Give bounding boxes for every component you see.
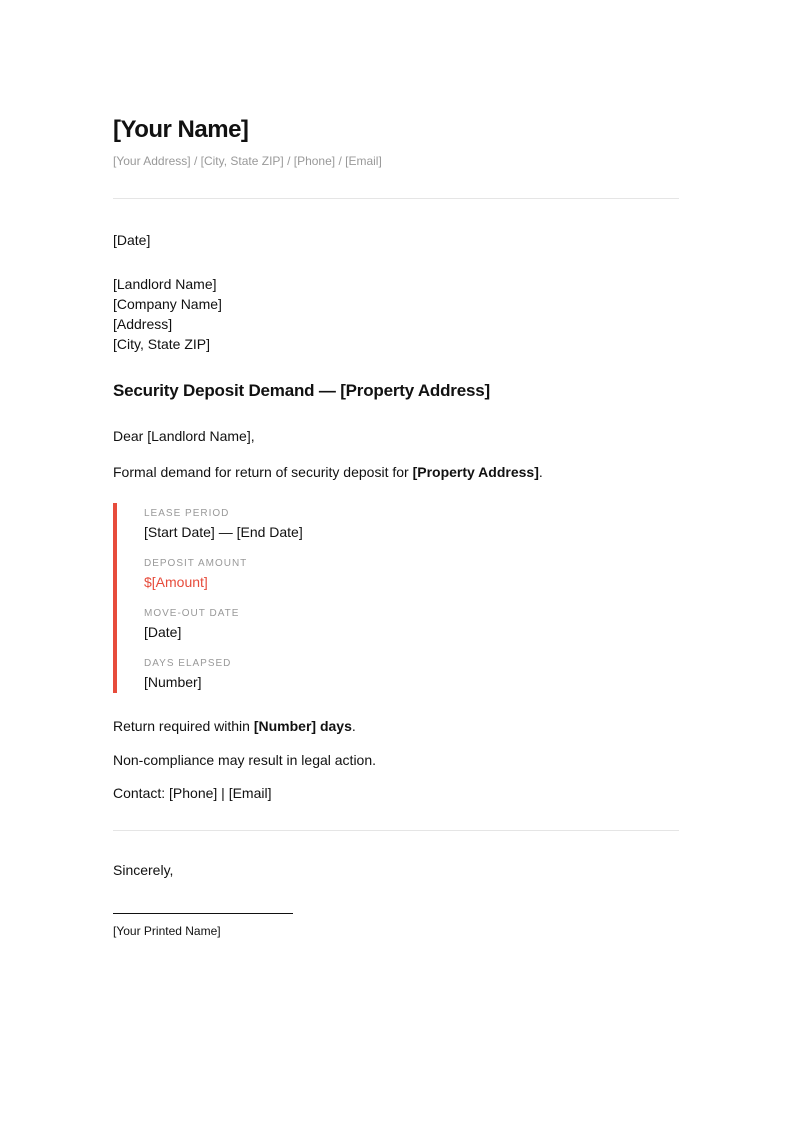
detail-value-move-out-date: [Date] bbox=[144, 624, 182, 640]
signature-line bbox=[113, 913, 293, 914]
detail-label-lease-period: LEASE PERIOD bbox=[144, 508, 230, 519]
date-line: [Date] bbox=[113, 232, 151, 248]
recipient-line-address: [Address] bbox=[113, 316, 173, 332]
detail-group-move-out-date bbox=[144, 608, 679, 639]
detail-label-days-elapsed: DAYS ELAPSED bbox=[144, 658, 232, 669]
detail-label-move-out-date: MOVE-OUT DATE bbox=[144, 608, 240, 619]
detail-label-deposit-amount: DEPOSIT AMOUNT bbox=[144, 558, 248, 569]
warning-paragraph: Non-compliance may result in legal action. bbox=[113, 752, 377, 768]
demand-deadline: [Number] days bbox=[253, 718, 352, 734]
intro-paragraph bbox=[113, 462, 679, 482]
subject-heading: Security Deposit Demand — [Property Address] bbox=[113, 381, 490, 400]
sender-name: [Your Name] bbox=[113, 116, 249, 143]
demand-period: . bbox=[351, 718, 356, 734]
detail-value-lease-period: [Start Date] — [End Date] bbox=[144, 524, 303, 540]
closing-line: Sincerely, bbox=[113, 862, 174, 878]
recipient-line-city: [City, State ZIP] bbox=[113, 336, 210, 352]
details-callout bbox=[113, 503, 679, 693]
detail-value-deposit-amount: $[Amount] bbox=[144, 574, 208, 590]
demand-paragraph bbox=[113, 716, 679, 736]
detail-value-days-elapsed: [Number] bbox=[144, 674, 202, 690]
detail-group-lease-period bbox=[144, 508, 679, 539]
intro-period: . bbox=[538, 464, 543, 480]
intro-property-address: [Property Address] bbox=[412, 464, 539, 480]
recipient-line-company: [Company Name] bbox=[113, 296, 222, 312]
demand-text: Return required within bbox=[113, 718, 254, 734]
salutation: Dear [Landlord Name], bbox=[113, 428, 255, 444]
detail-group-deposit-amount bbox=[144, 558, 679, 589]
footer-divider bbox=[113, 830, 679, 831]
intro-text: Formal demand for return of security deposit for bbox=[113, 464, 413, 480]
sender-contact-line: [Your Address] / [City, State ZIP] / [Phone] / [Email] bbox=[113, 154, 382, 168]
recipient-block bbox=[113, 274, 679, 354]
detail-group-days-elapsed bbox=[144, 658, 679, 689]
signature-printed-name: [Your Printed Name] bbox=[113, 924, 221, 938]
contact-paragraph: Contact: [Phone] | [Email] bbox=[113, 785, 272, 801]
recipient-line-name: [Landlord Name] bbox=[113, 276, 217, 292]
header-divider bbox=[113, 198, 679, 199]
